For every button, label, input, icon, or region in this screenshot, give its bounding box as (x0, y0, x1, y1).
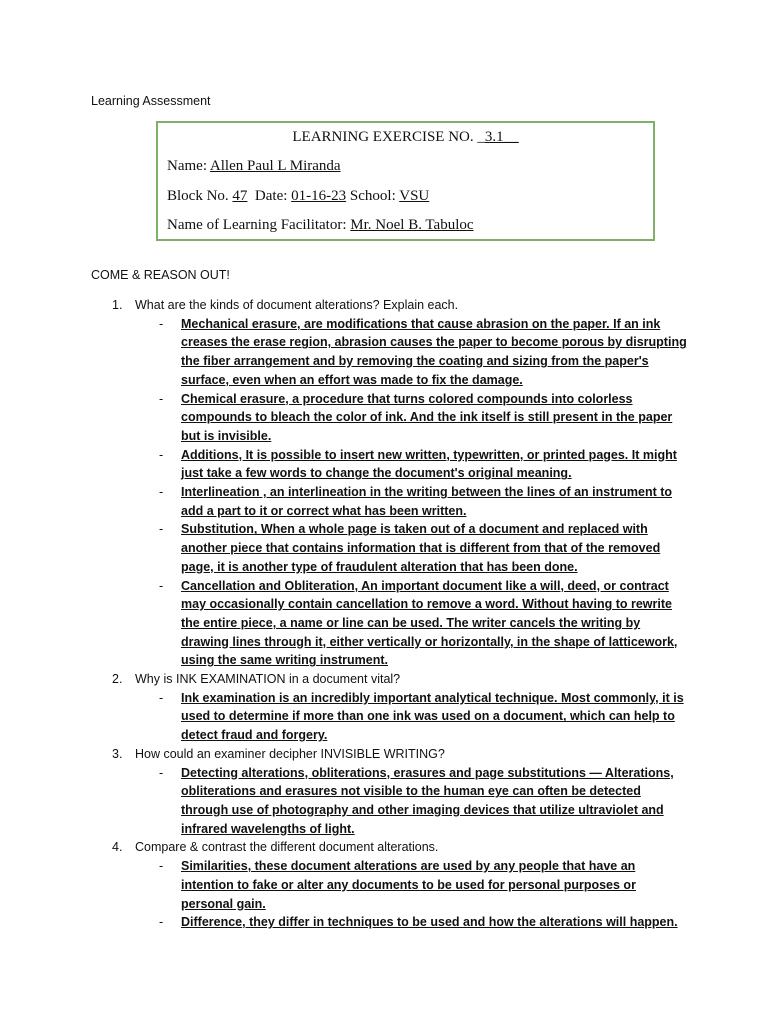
question-list (91, 296, 691, 932)
bullet-dash: - (159, 522, 164, 537)
name-label: Name: (167, 158, 207, 174)
answer-text (181, 764, 691, 839)
answer-text (181, 689, 691, 745)
answer-body: Ink examination is an incredibly important analytical technique. Most commonly, it is used to determine if more than one ink was used on a document, which can help to detect fraud and forgery. (181, 690, 684, 743)
answer-body: , they differ in techniques to be used and how the alterations will happen. (242, 915, 678, 930)
question-text: What are the kinds of document alterations? Explain each. (135, 298, 459, 312)
answer-term: Similarities (181, 859, 248, 874)
answer-term: Mechanical erasure (181, 316, 298, 331)
answer-list (91, 315, 691, 670)
answer-item (91, 315, 691, 390)
facilitator-row (167, 217, 474, 234)
date-label: Date: (254, 188, 288, 204)
facilitator-label: Name of Learning Facilitator: (167, 217, 347, 233)
question-text: How could an examiner decipher INVISIBLE WRITING? (135, 746, 445, 761)
answer-term: Cancellation and Obliteration, (181, 578, 359, 593)
answer-body: Detecting alterations, obliterations, erasures and page substitutions — Alterations, obliterations and erasures not visible to the human eye can often be detected through use of photography and other imaging devices that utilize ultraviolet and infrared wavelengths of light. (181, 765, 674, 836)
answer-term: Interlineation (181, 485, 260, 500)
answer-text (181, 857, 691, 913)
exercise-title-row: LEARNING EXERCISE NO. _3.1__ (292, 129, 519, 145)
answer-body: , these document alterations are used by any people that have an intention to fake or alter any documents to be used for personal purposes or personal gain. (181, 859, 636, 911)
answer-item (91, 764, 691, 839)
answer-item (91, 577, 691, 671)
school-value: VSU (399, 188, 430, 204)
bullet-dash: - (159, 316, 164, 331)
answer-body: , a procedure that turns colored compounds into colorless compounds to bleach the color of ink. And the ink itself is still present in the paper but is invisible. (181, 391, 673, 443)
answer-term: Additions (181, 447, 239, 462)
exercise-box (156, 121, 655, 241)
question-item (91, 745, 691, 764)
school-label: School: (349, 188, 396, 204)
bullet-dash: - (159, 391, 164, 406)
answer-item (91, 913, 691, 932)
answer-text (181, 520, 691, 576)
section-heading: COME & REASON OUT! (91, 268, 230, 282)
bullet-dash: - (159, 447, 164, 462)
bullet-dash: - (159, 915, 164, 930)
question-item (91, 296, 691, 315)
answer-item (91, 857, 691, 913)
answer-item (91, 446, 691, 483)
answer-body: , are modifications that cause abrasion on the paper. If an ink creases the erase region, abrasion causes the paper to become porous by disrupting the fiber arrangement and by removing the coating and sizing from the paper's surface, even when an effort was made to fix the damage. (181, 316, 687, 387)
block-date-school-row (167, 188, 429, 205)
answer-item (91, 390, 691, 446)
answer-term: Difference (181, 915, 243, 930)
answer-text (181, 577, 691, 671)
question-item (91, 838, 691, 857)
answer-body: , When a whole page is taken out of a document and replaced with another piece that contains information that is different from that of the removed page, it is another type of fraudulent alteration that has been done. (181, 522, 661, 574)
answer-term: Substitution (181, 522, 254, 537)
bullet-dash: - (159, 690, 164, 705)
answer-text (181, 913, 691, 932)
student-name: Allen Paul L Miranda (209, 158, 341, 174)
answer-list (91, 689, 691, 745)
name-row (167, 158, 341, 175)
answer-term: Chemical erasure (181, 391, 286, 406)
exercise-title-label: LEARNING EXERCISE NO. (292, 129, 474, 145)
question-text: Compare & contrast the different document alterations. (135, 840, 439, 855)
answer-body: An important document like a will, deed, or contract may occasionally contain cancellation to remove a word. Without having to rewrite the entire piece, a name or line can be used. The writer cancels the writing by drawing lines through it, either vertically or horizontally, in the shape of latticework, using the same writing instrument. (181, 578, 678, 668)
answer-item (91, 483, 691, 520)
facilitator-name: Mr. Noel B. Tabuloc (350, 217, 474, 233)
exercise-number: 3.1 (484, 129, 504, 145)
answer-item (91, 520, 691, 576)
question-number: 2. (112, 672, 123, 687)
question-number: 4. (112, 840, 123, 855)
answer-text (181, 483, 691, 520)
block-label: Block No. (167, 188, 229, 204)
question-number: 3. (112, 746, 123, 761)
block-number: 47 (232, 188, 248, 204)
question-item (91, 670, 691, 689)
answer-text (181, 446, 691, 483)
section-title: Learning Assessment (91, 94, 211, 108)
bullet-dash: - (159, 859, 164, 874)
answer-list (91, 857, 691, 932)
question-text: Why is INK EXAMINATION in a document vital? (135, 672, 401, 687)
bullet-dash: - (159, 485, 164, 500)
answer-text (181, 315, 691, 390)
answer-body: , an interlineation in the writing between the lines of an instrument to add a part to it or correct what has been written. (181, 485, 673, 518)
question-number: 1. (112, 298, 123, 312)
answer-item (91, 689, 691, 745)
date-value: 01-16-23 (291, 188, 347, 204)
answer-list (91, 764, 691, 839)
bullet-dash: - (159, 765, 164, 780)
answer-text (181, 390, 691, 446)
bullet-dash: - (159, 578, 164, 593)
answer-body: , It is possible to insert new written, typewritten, or printed pages. It might just take a few words to change the document's original meaning. (181, 447, 677, 481)
